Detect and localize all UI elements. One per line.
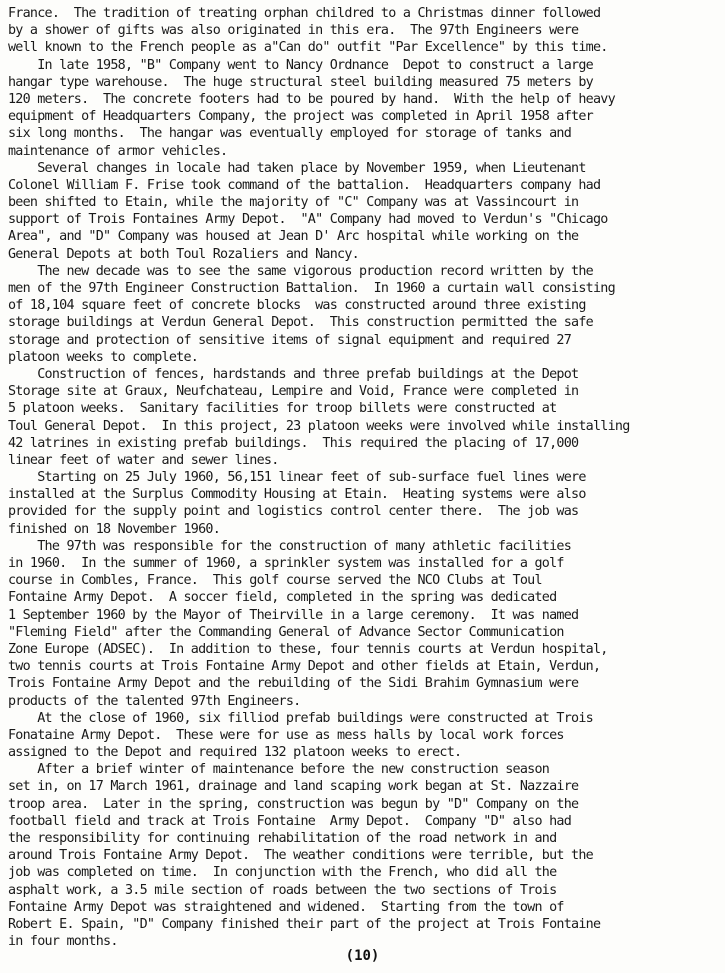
text-line: by a shower of gifts was also originated in this era. The 97th Engineers were xyxy=(8,23,579,39)
text-line: storage and protection of sensitive items of signal equipment and required 27 xyxy=(8,332,572,348)
text-line: hangar type warehouse. The huge structural steel building measured 75 meters by xyxy=(8,74,593,90)
text-line: six long months. The hangar was eventually employed for storage of tanks and xyxy=(8,126,572,142)
text-line: In late 1958, "B" Company went to Nancy Ordnance Depot to construct a large xyxy=(8,57,593,73)
text-line: Construction of fences, hardstands and three prefab buildings at the Depot xyxy=(8,366,579,382)
text-line: men of the 97th Engineer Construction Battalion. In 1960 a curtain wall consisting xyxy=(8,281,615,296)
text-line: in four months. xyxy=(8,934,118,950)
text-line: 42 latrines in existing prefab buildings. This required the placing of 17,000 xyxy=(8,435,579,451)
text-line: After a brief winter of maintenance before the new construction season xyxy=(8,762,550,778)
text-line: Area", and "D" Company was housed at Jean D' Arc hospital while working on the xyxy=(8,229,579,245)
text-line: support of Trois Fontaines Army Depot. "A" Company had moved to Verdun's "Chicago xyxy=(8,212,608,228)
text-line: of 18,104 square feet of concrete blocks was constructed around three existing xyxy=(8,298,586,314)
text-line: Fontaine Army Depot. A soccer field, completed in the spring was dedicated xyxy=(8,590,557,606)
text-line: job was completed on time. In conjunction with the French, who did all the xyxy=(8,865,557,881)
text-line: 120 meters. The concrete footers had to be poured by hand. With the help of heavy xyxy=(8,91,615,107)
text-line: The 97th was responsible for the construction of many athletic facilities xyxy=(8,538,572,554)
text-line: equipment of Headquarters Company, the project was completed in April 1958 after xyxy=(8,109,593,125)
text-line: platoon weeks to complete. xyxy=(8,349,199,365)
text-line: products of the talented 97th Engineers. xyxy=(8,693,301,709)
text-line: Fontaine Army Depot was straightened and widened. Starting from the town of xyxy=(8,899,564,915)
text-line: 1 September 1960 by the Mayor of Theirville in a large ceremony. It was named xyxy=(8,607,579,623)
page-number: (10) xyxy=(345,948,380,964)
text-line: Toul General Depot. In this project, 23 platoon weeks were involved while installing xyxy=(8,418,630,434)
text-line: 5 platoon weeks. Sanitary facilities for troop billets were constructed at xyxy=(8,401,557,417)
text-line: Starting on 25 July 1960, 56,151 linear feet of sub-surface fuel lines were xyxy=(8,470,586,486)
text-line: At the close of 1960, six filliod prefab buildings were constructed at Trois xyxy=(8,710,593,726)
text-line: two tennis courts at Trois Fontaine Army Depot and other fields at Etain, Verdun, xyxy=(8,659,601,675)
text-line: France. The tradition of treating orphan childred to a Christmas dinner followed xyxy=(8,6,601,21)
text-line: Storage site at Graux, Neufchateau, Lempire and Void, France were completed in xyxy=(8,384,579,400)
text-line: Robert E. Spain, "D" Company finished their part of the project at Trois Fontaine xyxy=(8,916,601,932)
text-line: "Fleming Field" after the Commanding General of Advance Sector Communication xyxy=(8,624,564,640)
text-line: troop area. Later in the spring, construction was begun by "D" Company on the xyxy=(8,796,579,812)
text-line: The new decade was to see the same vigorous production record written by the xyxy=(8,263,593,279)
text-line: course in Combles, France. This golf course served the NCO Clubs at Toul xyxy=(8,573,542,589)
text-line: been shifted to Etain, while the majority of "C" Company was at Vassincourt in xyxy=(8,195,579,211)
text-line: maintenance of armor vehicles. xyxy=(8,143,228,159)
text-line: in 1960. In the summer of 1960, a sprinkler system was installed for a golf xyxy=(8,556,564,571)
text-line: football field and track at Trois Fontaine Army Depot. Company "D" also had xyxy=(8,813,572,829)
text-line: assigned to the Depot and required 132 platoon weeks to erect. xyxy=(8,745,462,761)
text-line: Trois Fontaine Army Depot and the rebuilding of the Sidi Brahim Gymnasium were xyxy=(8,676,579,692)
text-line: Zone Europe (ADSEC). In addition to these, four tennis courts at Verdun hospital, xyxy=(8,641,608,657)
text-line: General Depots at both Toul Rozaliers and Nancy. xyxy=(8,246,359,262)
text-line: asphalt work, a 3.5 mile section of roads between the two sections of Trois xyxy=(8,882,557,898)
text-line: Colonel William F. Frise took command of the battalion. Headquarters company had xyxy=(8,177,601,193)
text-line: linear feet of water and sewer lines. xyxy=(8,452,279,468)
text-line: provided for the supply point and logistics control center there. The job was xyxy=(8,504,579,520)
text-line: well known to the French people as a"Can do" outfit "Par Excellence" by this time. xyxy=(8,40,608,56)
text-line: storage buildings at Verdun General Depot. This construction permitted the safe xyxy=(8,315,593,331)
text-line: finished on 18 November 1960. xyxy=(8,521,221,537)
text-line: installed at the Surplus Commodity Housing at Etain. Heating systems were also xyxy=(8,487,586,503)
text-line: the responsibility for continuing rehabilitation of the road network in and xyxy=(8,831,557,846)
body-text xyxy=(8,5,720,950)
text-line: Several changes in locale had taken place by November 1959, when Lieutenant xyxy=(8,160,586,176)
text-line: set in, on 17 March 1961, drainage and land scaping work began at St. Nazzaire xyxy=(8,779,579,795)
text-line: around Trois Fontaine Army Depot. The weather conditions were terrible, but the xyxy=(8,848,593,864)
text-line: Fonataine Army Depot. These were for use as mess halls by local work forces xyxy=(8,727,564,743)
